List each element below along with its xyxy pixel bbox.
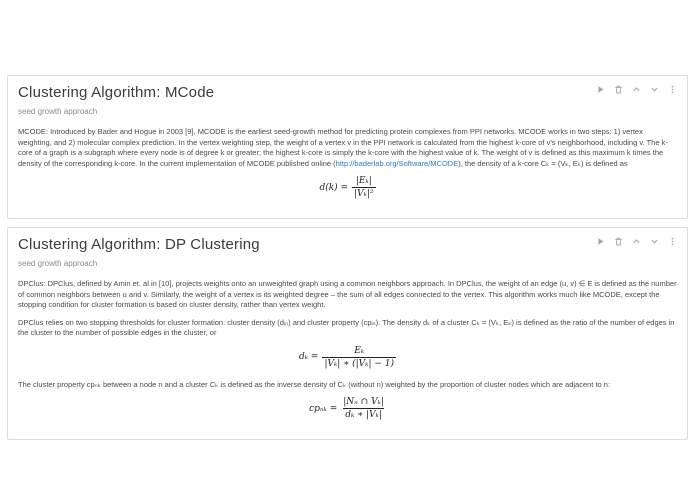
- cluster-property-formula: [18, 397, 677, 420]
- run-button[interactable]: [596, 237, 605, 246]
- formula-lhs: d(k) =: [319, 182, 349, 193]
- expand-down-icon: [650, 237, 659, 246]
- delete-icon: [614, 237, 623, 246]
- mcode-paragraph: [18, 127, 677, 169]
- formula-lhs: cpₙₖ =: [309, 403, 338, 414]
- dpclus-paragraph-3: The cluster property cpₙₖ between a node n and a cluster Cₖ is defined as the inverse density of Cₖ (without n) weighted by the proportion of cluster nodes which are adjacent to n:: [18, 379, 611, 389]
- collapse-up-icon: [632, 237, 641, 246]
- kcore-density-formula: [18, 176, 677, 199]
- dpclus-paragraph-2: DPClus relies on two stopping thresholds for cluster formation: cluster density (dᵢₙ) and cluster property (cpᵢₙ). The density dₖ of a cluster Cₖ = (Vₖ, Eₖ) is defined as the ratio of the number of edges in the cluster to the number of possible edges in the cluster, or: [18, 317, 675, 337]
- mcode-software-link[interactable]: http://baderlab.org/Software/MCODE: [335, 158, 459, 168]
- formula-denominator: |Vₖ| ∗ (|Vₖ| − 1): [324, 358, 394, 369]
- more-options-icon: [668, 237, 677, 246]
- collapse-up-button[interactable]: [632, 85, 641, 94]
- formula-numerator: |Nₙ ∩ Vₖ|: [343, 397, 384, 407]
- cluster-density-formula: [18, 346, 677, 369]
- expand-down-button[interactable]: [650, 237, 659, 246]
- run-icon: [596, 237, 605, 246]
- collapse-up-icon: [632, 85, 641, 94]
- expand-down-icon: [650, 85, 659, 94]
- run-icon: [596, 85, 605, 94]
- delete-icon: [614, 85, 623, 94]
- mcode-text-after-link: ), the density of a k-core Cₖ = (Vₖ, Eₖ) is defined as: [458, 158, 628, 168]
- run-button[interactable]: [596, 85, 605, 94]
- cell-subtitle: seed growth approach: [18, 107, 98, 116]
- dpclus-paragraph-1: DPClus: DPClus, defined by Amin et. al in [10], projects weights onto an unweighted graph using a common neighbors approach. In DPClus, the weight of an edge (u, v) ∈ E is defined as the number of common neighbors between u and v. Similarly, the weight of a vertex is its weighted degree – the sum of all edges connected to the vertex. This algorithm works much like MCODE, except the stopping condition for cluster formation is based on cluster density, rather than vertex weight.: [18, 279, 677, 309]
- formula-denominator: |Vₖ|²: [354, 189, 374, 199]
- more-options-icon: [668, 85, 677, 94]
- formula-fraction: [341, 397, 386, 420]
- cell-toolbar: [596, 85, 677, 94]
- formula-fraction: [322, 346, 396, 369]
- formula-fraction: [352, 176, 375, 199]
- cell-title: Clustering Algorithm: MCode: [18, 84, 215, 101]
- delete-button[interactable]: [614, 85, 623, 94]
- cell-card-dpclus: [7, 227, 688, 440]
- mcode-text-before-link: MCODE: Introduced by Bader and Hogue in 2003 [9], MCODE is the earliest seed-growth method for predicting protein complexes from PPI networks. MCODE works in two steps: 1) vertex weighting, and 2) molecular complex prediction. In the vertex weighting step, the weight of a vertex v in the PPI network is calculated from the highest k-core of v's neighborhood, including v. The k-core of a graph is a subgraph where every node is of degree k or greater; the highest k-core is simply the k-core with the highest value of k. The weight of v is defined as this maximum k times the density of the corresponding k-core. In the current implementation of MCODE published online (: [18, 127, 668, 168]
- cell-title: Clustering Algorithm: DP Clustering: [18, 236, 260, 253]
- cell-card-mcode: [7, 75, 688, 219]
- more-options-button[interactable]: [668, 85, 677, 94]
- delete-button[interactable]: [614, 237, 623, 246]
- cell-toolbar: [596, 237, 677, 246]
- more-options-button[interactable]: [668, 237, 677, 246]
- expand-down-button[interactable]: [650, 85, 659, 94]
- formula-numerator: |Eₖ|: [355, 176, 372, 186]
- cell-subtitle: seed growth approach: [18, 259, 98, 268]
- formula-numerator: Eₖ: [354, 345, 365, 356]
- formula-lhs: dₖ =: [299, 352, 319, 362]
- formula-denominator: dₖ ∗ |Vₖ|: [345, 410, 382, 420]
- collapse-up-button[interactable]: [632, 237, 641, 246]
